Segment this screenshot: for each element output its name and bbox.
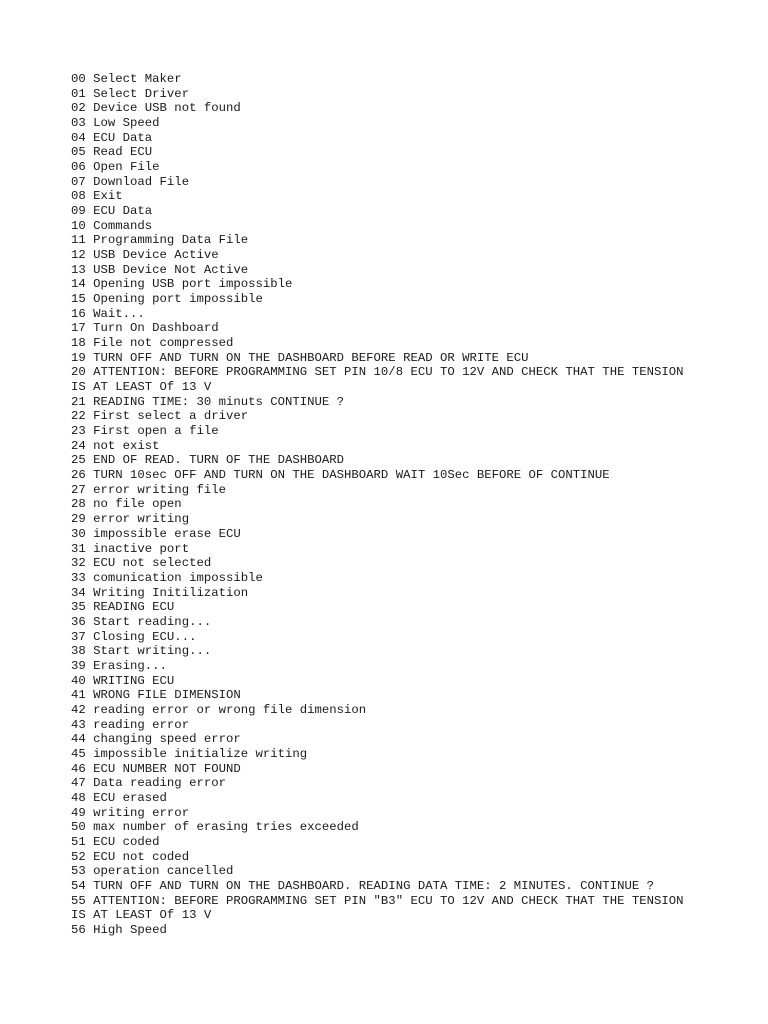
text-line: 17 Turn On Dashboard	[71, 321, 219, 336]
text-line: 22 First select a driver	[71, 409, 249, 424]
text-line: 01 Select Driver	[71, 86, 190, 101]
text-line: 54 TURN OFF AND TURN ON THE DASHBOARD. READING DATA TIME: 2 MINUTES. CONTINUE ?	[71, 878, 654, 893]
text-line: 20 ATTENTION: BEFORE PROGRAMMING SET PIN 10/8 ECU TO 12V AND CHECK THAT THE TENSION	[71, 365, 684, 380]
text-line: 49 writing error	[71, 805, 190, 820]
text-line: 27 error writing file	[71, 482, 226, 497]
document-page	[71, 72, 711, 938]
text-line: 51 ECU coded	[71, 834, 160, 849]
text-line: 15 Opening port impossible	[71, 292, 263, 307]
text-line: 47 Data reading error	[71, 776, 226, 791]
text-line: 28 no file open	[71, 497, 182, 512]
text-line: 16 Wait...	[71, 306, 145, 321]
text-line: 32 ECU not selected	[71, 556, 212, 571]
text-line: 14 Opening USB port impossible	[71, 277, 293, 292]
text-line: 13 USB Device Not Active	[71, 262, 249, 277]
text-line: 44 changing speed error	[71, 732, 241, 747]
text-line: 18 File not compressed	[71, 336, 234, 351]
text-line: 31 inactive port	[71, 541, 190, 556]
text-line: 03 Low Speed	[71, 116, 160, 131]
text-line: 11 Programming Data File	[71, 233, 249, 248]
text-line: 42 reading error or wrong file dimension	[71, 702, 367, 717]
text-line: 40 WRITING ECU	[71, 673, 175, 688]
text-line: 39 Erasing...	[71, 658, 167, 673]
text-line: 33 comunication impossible	[71, 570, 263, 585]
text-line: 04 ECU Data	[71, 130, 153, 145]
text-line: 24 not exist	[71, 438, 160, 453]
text-line: 30 impossible erase ECU	[71, 526, 241, 541]
text-line: 36 Start reading...	[71, 614, 212, 629]
text-line: 48 ECU erased	[71, 790, 167, 805]
text-line: 41 WRONG FILE DIMENSION	[71, 688, 241, 703]
text-line: IS AT LEAST Of 13 V	[71, 380, 212, 395]
text-line: 19 TURN OFF AND TURN ON THE DASHBOARD BEFORE READ OR WRITE ECU	[71, 350, 529, 365]
text-line: 21 READING TIME: 30 minuts CONTINUE ?	[71, 394, 345, 409]
text-line: 43 reading error	[71, 717, 190, 732]
text-line: 26 TURN 10sec OFF AND TURN ON THE DASHBOARD WAIT 10Sec BEFORE OF CONTINUE	[71, 468, 610, 483]
text-line: 23 First open a file	[71, 424, 219, 439]
text-line: 08 Exit	[71, 189, 123, 204]
text-line: 05 Read ECU	[71, 145, 153, 160]
text-line: 53 operation cancelled	[71, 864, 234, 879]
text-line: 45 impossible initialize writing	[71, 746, 308, 761]
text-line: 12 USB Device Active	[71, 248, 219, 263]
text-line: 50 max number of erasing tries exceeded	[71, 820, 359, 835]
text-line: 25 END OF READ. TURN OF THE DASHBOARD	[71, 453, 345, 468]
text-line: 07 Download File	[71, 174, 190, 189]
text-line: 52 ECU not coded	[71, 849, 190, 864]
text-line: IS AT LEAST Of 13 V	[71, 908, 212, 923]
text-line: 55 ATTENTION: BEFORE PROGRAMMING SET PIN "B3" ECU TO 12V AND CHECK THAT THE TENSION	[71, 893, 684, 908]
text-line: 37 Closing ECU...	[71, 629, 197, 644]
text-line: 02 Device USB not found	[71, 101, 241, 116]
text-line: 46 ECU NUMBER NOT FOUND	[71, 761, 241, 776]
text-line: 38 Start writing...	[71, 644, 212, 659]
text-line: 35 READING ECU	[71, 600, 175, 615]
text-line: 09 ECU Data	[71, 204, 153, 219]
text-line: 34 Writing Initilization	[71, 585, 249, 600]
text-line: 10 Commands	[71, 218, 153, 233]
text-line: 06 Open File	[71, 160, 160, 175]
text-line: 29 error writing	[71, 512, 190, 527]
text-line: 56 High Speed	[71, 922, 167, 937]
text-line: 00 Select Maker	[71, 72, 182, 86]
